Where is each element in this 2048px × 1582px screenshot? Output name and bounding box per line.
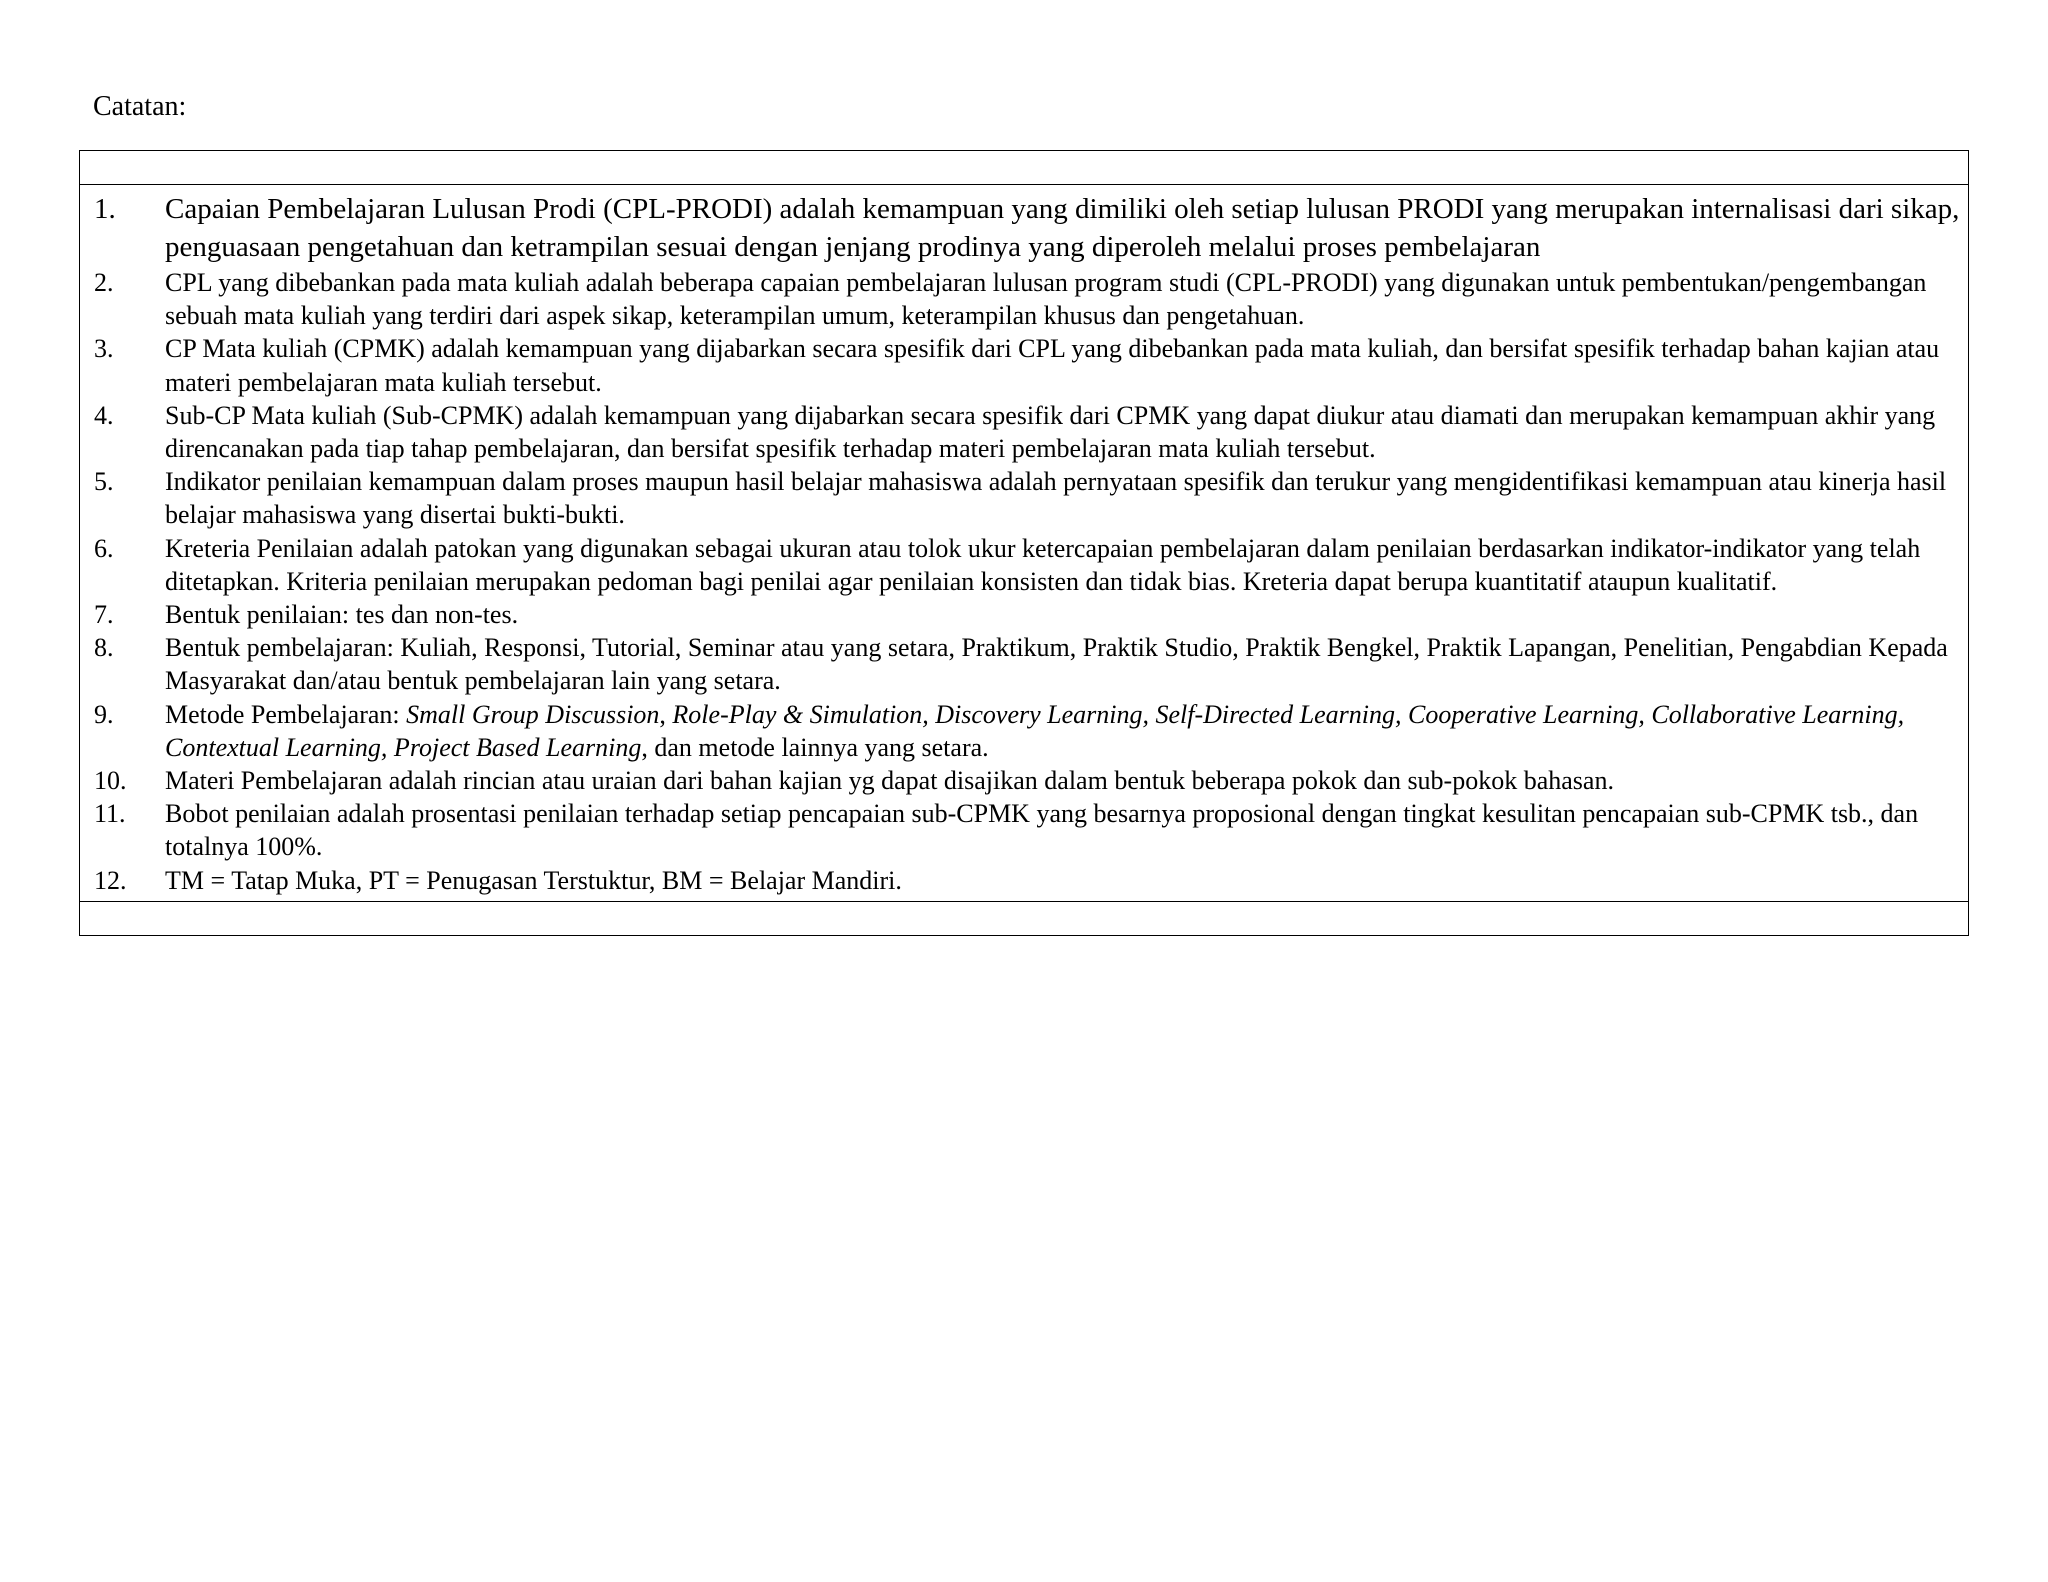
note-text: Materi Pembelajaran adalah rincian atau uraian dari bahan kajian yg dapat disajikan dalam bentuk beberapa pokok dan sub-pokok bahasan. [165, 766, 1614, 796]
note-number: 8. [94, 633, 114, 663]
note-number: 11. [94, 799, 126, 829]
notes-list [80, 185, 1968, 901]
note-item-6 [80, 532, 1968, 598]
note-number: 5. [94, 467, 114, 497]
note-text [165, 698, 1968, 764]
note-text: Kreteria Penilaian adalah patokan yang digunakan sebagai ukuran atau tolok ukur ketercapaian pembelajaran dalam penilaian berdasarkan indikator-indikator yang telah ditetapkan. Kriteria penilaian merupakan pedoman bagi penilai agar penilaian konsisten dan tidak bias. Kreteria dapat berupa kuantitatif ataupun kualitatif. [165, 533, 1921, 596]
method-lead: Metode Pembelajaran: [165, 699, 407, 729]
note-number: 2. [94, 268, 114, 297]
note-text: Bentuk penilaian: tes dan non-tes. [165, 600, 519, 630]
note-text: Bentuk pembelajaran: Kuliah, Responsi, Tutorial, Seminar atau yang setara, Praktikum, Praktik Studio, Praktik Bengkel, Praktik Lapangan, Penelitian, Pengabdian Kepada Masyarakat dan/atau bentuk pembelajaran lain yang setara. [165, 633, 1948, 696]
notes-table [79, 150, 1969, 936]
note-item-10 [80, 764, 1968, 797]
note-number: 10. [94, 766, 127, 796]
method-tail: , dan metode lainnya yang setara. [641, 732, 989, 762]
note-item-4 [80, 399, 1968, 465]
note-item-1 [80, 191, 1968, 266]
note-item-8 [80, 631, 1968, 697]
note-number: 12. [94, 865, 127, 895]
notes-table-header-row [80, 151, 1968, 185]
note-text: CPL yang dibebankan pada mata kuliah adalah beberapa capaian pembelajaran lulusan program studi (CPL-PRODI) yang digunakan untuk pembentukan/pengembangan sebuah mata kuliah yang terdiri dari aspek sikap, keterampilan umum, keterampilan khusus dan pengetahuan. [165, 268, 1927, 331]
note-item-2 [80, 266, 1968, 332]
note-number: 4. [94, 400, 114, 430]
method-italic-2: Role-Play & Simulation, Discovery Learning, Self-Directed Learning, Cooperative Learning, Collaborative Learning, Contextual Learning, Project Based Learning [165, 699, 1905, 762]
method-separator: , [659, 699, 673, 729]
note-number: 3. [94, 334, 114, 364]
method-italic-1: Small Group Discussion [406, 699, 660, 729]
note-text: CP Mata kuliah (CPMK) adalah kemampuan yang dijabarkan secara spesifik dari CPL yang dibebankan pada mata kuliah, dan bersifat spesifik terhadap bahan kajian atau materi pembelajaran mata kuliah tersebut. [165, 334, 1940, 397]
note-text: Sub-CP Mata kuliah (Sub-CPMK) adalah kemampuan yang dijabarkan secara spesifik dari CPMK yang dapat diukur atau diamati dan merupakan kemampuan akhir yang direncanakan pada tiap tahap pembelajaran, dan bersifat spesifik terhadap materi pembelajaran mata kuliah tersebut. [165, 400, 1936, 464]
note-item-11 [80, 797, 1968, 863]
note-item-7 [80, 598, 1968, 631]
note-number: 9. [94, 699, 114, 729]
note-text: Indikator penilaian kemampuan dalam proses maupun hasil belajar mahasiswa adalah pernyataan spesifik dan terukur yang mengidentifikasi kemampuan atau kinerja hasil belajar mahasiswa yang disertai bukti-bukti. [165, 467, 1947, 530]
note-number: 7. [94, 600, 114, 630]
note-item-3 [80, 332, 1968, 398]
note-number: 1. [94, 193, 116, 225]
note-number: 6. [94, 533, 114, 563]
note-item-12 [80, 864, 1968, 897]
notes-table-footer-row [80, 901, 1968, 935]
note-item-9 [80, 698, 1968, 764]
note-text: Bobot penilaian adalah prosentasi penilaian terhadap setiap pencapaian sub-CPMK yang besarnya proposional dengan tingkat kesulitan pencapaian sub-CPMK tsb., dan totalnya 100%. [165, 799, 1919, 862]
note-text: TM = Tatap Muka, PT = Penugasan Terstuktur, BM = Belajar Mandiri. [165, 865, 902, 895]
note-item-5 [80, 465, 1968, 531]
notes-caption: Catatan: [93, 91, 187, 122]
note-text: Capaian Pembelajaran Lulusan Prodi (CPL-PRODI) adalah kemampuan yang dimiliki oleh setiap lulusan PRODI yang merupakan internalisasi dari sikap, penguasaan pengetahuan dan ketrampilan sesuai dengan jenjang prodinya yang diperoleh melalui proses pembelajaran [165, 193, 1960, 263]
